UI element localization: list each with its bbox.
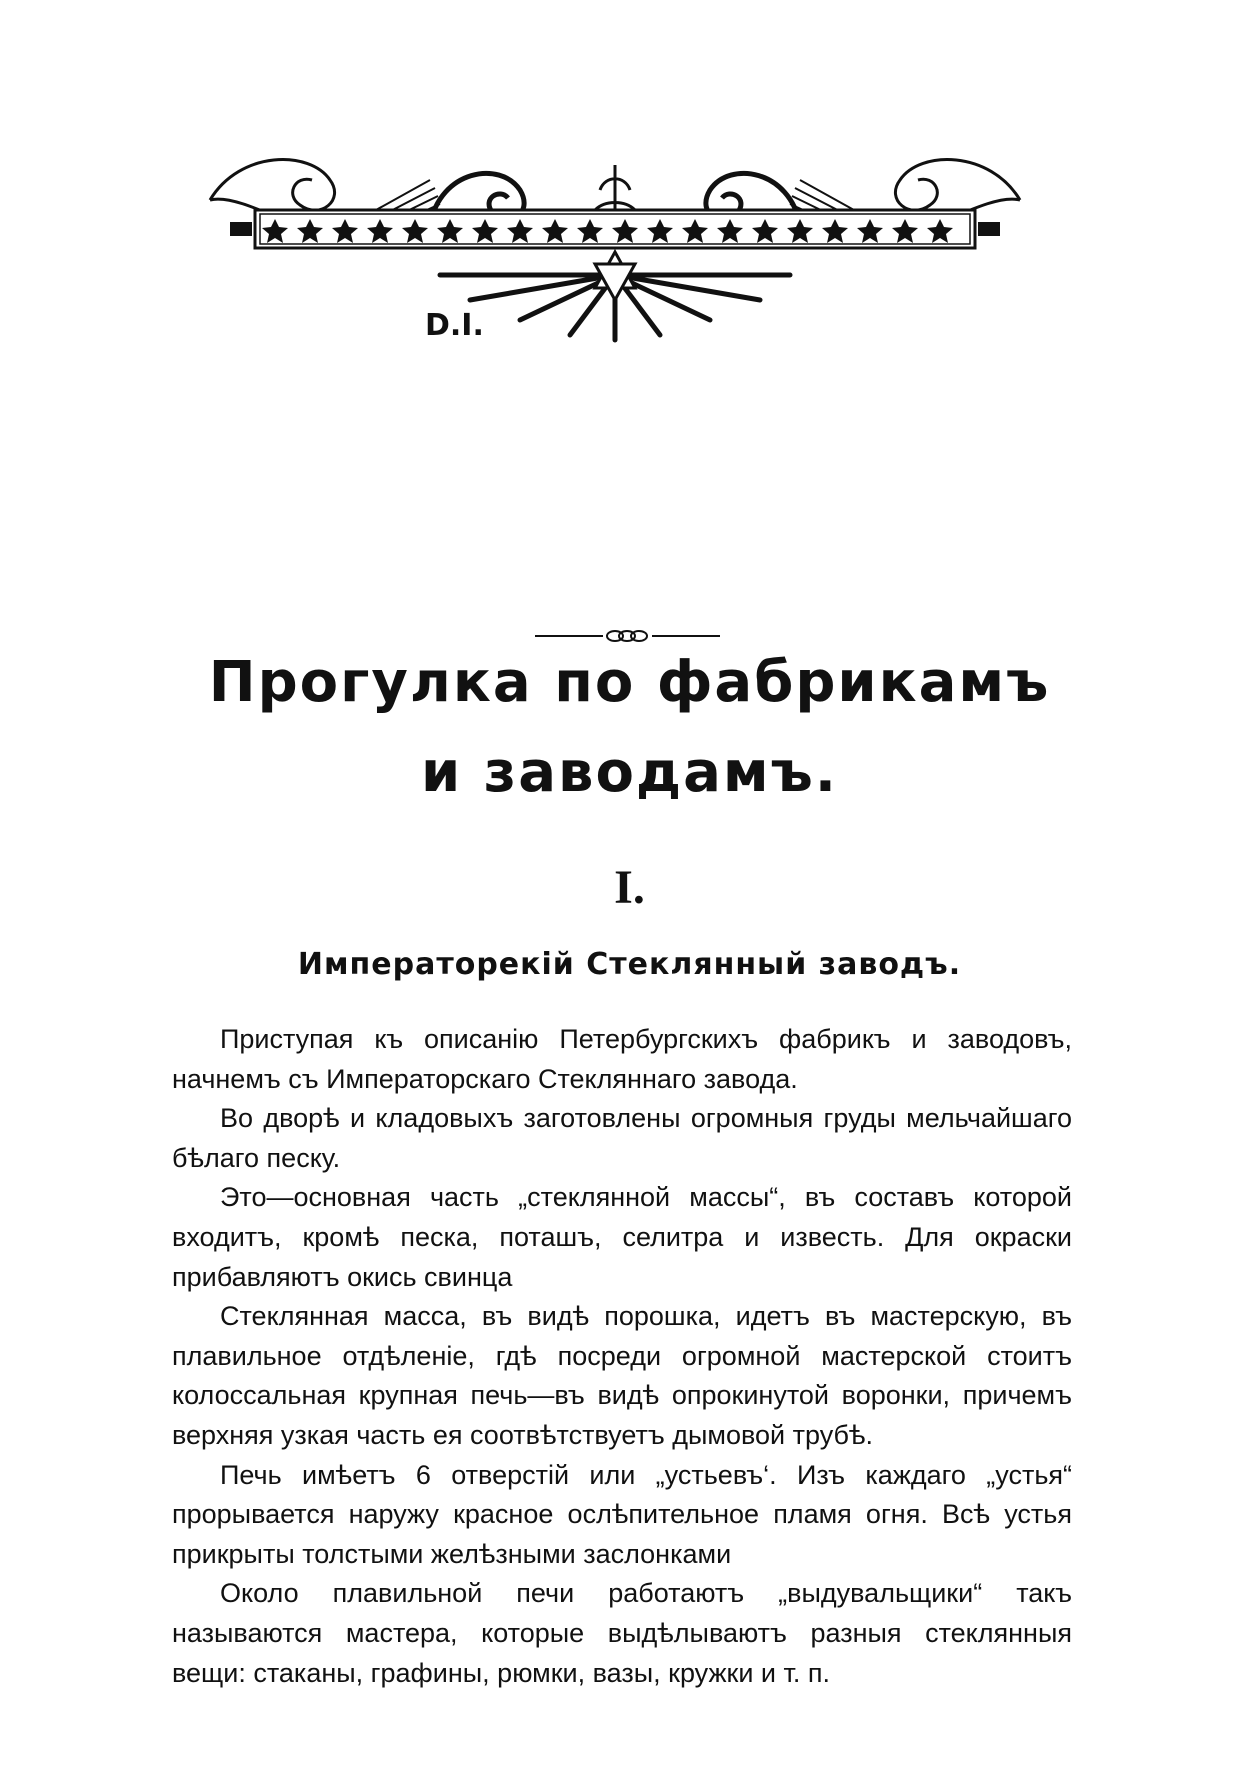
paragraph: Стеклянная масса, въ видѣ порошка, идетъ въ мастерскую, въ плавильное отдѣленіе, гдѣ посреди огромной мастерской стоитъ колоссальная крупная печь—въ видѣ опрокинутой воронки, причемъ верхняя узкая часть ея соотвѣтствуетъ дымовой трубѣ. [172, 1301, 1072, 1450]
book-title-line-1: Прогулка по фабрикамъ [208, 650, 1051, 715]
body-text [172, 1020, 1072, 1693]
chapter-number: I. [614, 861, 645, 914]
chapter-heading: Императорекій Стеклянный заводъ. [297, 947, 962, 982]
paragraph: Печь имѣетъ 6 отверстій или „устьевъ‘. Изъ каждаго „устья“ прорывается наружу красное ослѣпительное пламя огня. Всѣ устья прикрыты толстыми желѣзными заслонками [172, 1459, 1072, 1569]
ornament-monogram: D.I. [425, 308, 484, 343]
paragraph: Приступая къ описанію Петербургскихъ фабрикъ и заводовъ, начнемъ съ Императорскаго Стекляннаго завода. [172, 1024, 1072, 1094]
paragraph: Это—основная часть „стеклянной массы“, въ составъ которой входитъ, кромѣ песка, поташъ, селитра и известь. Для окраски прибавляютъ окись свинца [172, 1182, 1072, 1292]
paragraph: Около плавильной печи работаютъ „выдувальщики“ такъ называются мастера, которые выдѣлываютъ разныя стеклянныя вещи: стаканы, графины, рюмки, вазы, кружки и т. п. [172, 1578, 1072, 1688]
title-divider [535, 625, 720, 647]
book-title-line-2: и заводамъ. [420, 740, 839, 805]
paragraph: Во дворѣ и кладовыхъ заготовлены огромныя груды мельчайшаго бѣлаго песку. [172, 1103, 1072, 1173]
header-ornament [200, 140, 1030, 380]
